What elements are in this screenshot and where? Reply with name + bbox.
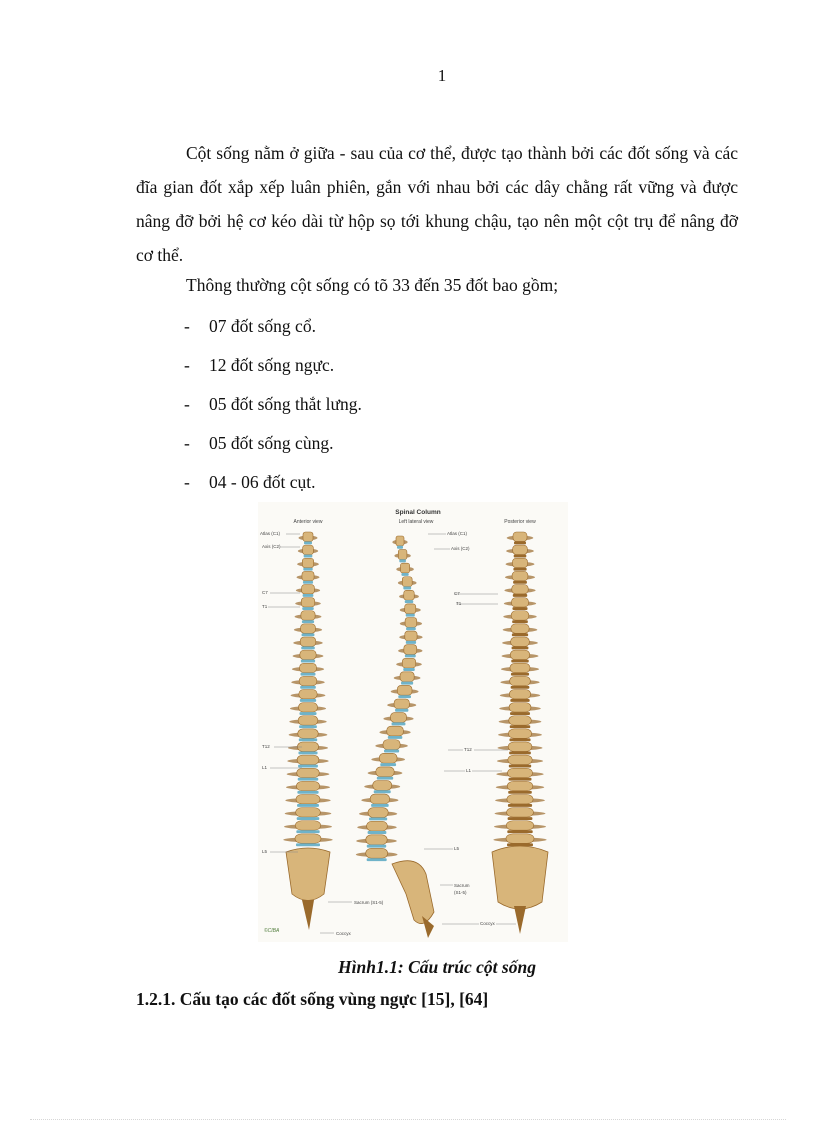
vertebra: [367, 821, 388, 831]
vertebra: [379, 753, 397, 763]
intervertebral-disc: [297, 817, 320, 820]
vertebra: [507, 795, 533, 804]
intervertebral-disc: [380, 763, 396, 766]
vertebra: [366, 848, 388, 858]
vertebra: [394, 699, 409, 709]
vertebra: [508, 768, 533, 777]
intervertebral-disc: [406, 627, 416, 630]
section-heading: 1.2.1. Cấu tạo các đốt sống vùng ngực [15], [64]: [136, 989, 489, 1009]
page-number: 1: [437, 66, 447, 85]
label-l5-posterior: L5: [454, 846, 460, 851]
view-label-anterior: Anterior view: [293, 519, 323, 525]
count-paragraph: Thông thường cột sống có tõ 33 đến 35 đốt bao gồm;: [186, 275, 559, 295]
vertebra: [391, 713, 407, 723]
vertebra: [510, 676, 531, 685]
view-label-posterior: Posterior view: [504, 519, 536, 525]
intervertebral-disc: [368, 831, 387, 834]
vertebra: [368, 808, 388, 818]
intervertebral-disc: [511, 686, 530, 689]
vertebra: [301, 598, 314, 607]
vertebra: [295, 834, 321, 843]
intervertebral-disc: [508, 791, 532, 794]
intro-paragraph: Cột sống nằm ở giữa - sau của cơ thể, được tạo thành bởi các đốt sống và các đĩa gian đốt xắp xếp luân phiên, gắn với nhau bởi các dây chằng rất vững và được nâng đỡ bởi hệ cơ kéo dài từ hộp sọ tới khung chậu, tạo nên một cột trụ để nâng đỡ cơ thể.: [136, 143, 738, 265]
intervertebral-disc: [511, 673, 529, 676]
intervertebral-disc: [299, 738, 317, 741]
list-item: [184, 433, 333, 454]
list-item-text: 05 đốt sống thắt lưng.: [209, 394, 362, 414]
vertebra: [299, 676, 317, 685]
intervertebral-disc: [511, 660, 528, 663]
intervertebral-disc: [512, 633, 528, 636]
intervertebral-disc: [514, 541, 526, 544]
list-item-text: 05 đốt sống cùng.: [209, 433, 334, 453]
vertebra: [507, 781, 533, 790]
label-coccyx-posterior: Coccyx: [480, 921, 495, 926]
intervertebral-disc: [302, 620, 314, 623]
page-bottom-border: [30, 1119, 786, 1120]
label-c7-posterior: C7: [454, 591, 460, 596]
sacrum: [492, 846, 548, 909]
intervertebral-disc: [371, 804, 389, 807]
vertebra: [405, 604, 416, 614]
vertebra: [512, 558, 527, 567]
vertebra: [405, 631, 417, 641]
vertebra: [509, 716, 532, 725]
intervertebral-disc: [401, 573, 408, 576]
vertebra: [400, 563, 409, 573]
intervertebral-disc: [507, 830, 532, 833]
intervertebral-disc: [405, 654, 416, 657]
intervertebral-disc: [513, 594, 527, 597]
intervertebral-disc: [296, 830, 319, 833]
figure-title: Spinal Column: [395, 509, 441, 516]
intervertebral-disc: [512, 607, 527, 610]
intervertebral-disc: [298, 778, 319, 781]
sacrum: [286, 848, 330, 901]
intervertebral-disc: [510, 699, 529, 702]
vertebra: [402, 658, 415, 668]
vertebra: [296, 808, 321, 817]
vertebra: [400, 672, 414, 682]
intervertebral-disc: [298, 765, 318, 768]
label-l1-posterior: L1: [466, 768, 472, 773]
vertebra: [510, 650, 529, 659]
figure-caption: Hình1.1: Cấu trúc cột sống: [338, 957, 536, 977]
label-axis-posterior: Axis (C2): [451, 546, 470, 551]
intervertebral-disc: [513, 581, 527, 584]
vertebra: [508, 729, 531, 738]
intervertebral-disc: [513, 568, 526, 571]
vertebra: [405, 618, 417, 628]
intervertebral-disc: [301, 646, 315, 649]
vertebra: [402, 577, 412, 587]
intervertebral-disc: [374, 790, 391, 793]
intervertebral-disc: [388, 736, 403, 739]
intervertebral-disc: [299, 712, 316, 715]
list-item: [184, 394, 362, 415]
vertebra: [300, 650, 316, 659]
label-sacrum-range-posterior: (S1-5): [454, 890, 467, 895]
intervertebral-disc: [392, 722, 406, 725]
intervertebral-disc: [299, 725, 317, 728]
vertebra: [302, 585, 315, 594]
intervertebral-disc: [406, 614, 415, 617]
vertebra: [297, 755, 319, 764]
vertebra: [296, 781, 319, 790]
vertebra: [512, 585, 528, 594]
spinal-column-illustration: [258, 502, 568, 942]
vertebra: [373, 781, 392, 791]
intervertebral-disc: [302, 633, 315, 636]
vertebra: [302, 571, 314, 580]
list-item: [184, 472, 315, 493]
vertebra: [297, 742, 318, 751]
intervertebral-disc: [384, 750, 399, 753]
intervertebral-disc: [509, 751, 531, 754]
intervertebral-disc: [509, 738, 530, 741]
intervertebral-disc: [298, 751, 317, 754]
intervertebral-disc: [510, 725, 531, 728]
intervertebral-disc: [367, 845, 386, 848]
label-t1-posterior: T1: [456, 601, 462, 606]
list-item: [184, 316, 316, 337]
intervertebral-disc: [508, 804, 532, 807]
view-label-lateral: Left lateral view: [398, 519, 434, 525]
vertebra: [511, 598, 528, 607]
intervertebral-disc: [510, 712, 530, 715]
vertebra: [396, 536, 404, 546]
vertebra: [376, 767, 394, 777]
intervertebral-disc: [403, 668, 414, 671]
vertebra: [506, 821, 533, 830]
vertebra: [511, 611, 529, 620]
vertebra: [366, 835, 387, 845]
label-t12-posterior: T12: [464, 747, 472, 752]
intervertebral-disc: [509, 765, 531, 768]
vertebra: [387, 726, 404, 736]
intervertebral-disc: [514, 555, 527, 558]
label-sacrum: Sacrum (S1-5): [354, 900, 384, 905]
intervertebral-disc: [300, 699, 316, 702]
intervertebral-disc: [369, 817, 387, 820]
label-coccyx: Coccyx: [336, 931, 351, 936]
intervertebral-disc: [303, 594, 314, 597]
vertebra: [301, 624, 316, 633]
intervertebral-disc: [512, 646, 529, 649]
list-item-text: 04 - 06 đốt cụt.: [209, 472, 316, 492]
label-c7: C7: [262, 590, 268, 595]
intervertebral-disc: [397, 546, 403, 549]
label-l1: L1: [262, 765, 268, 770]
intervertebral-disc: [304, 541, 312, 544]
label-t1: T1: [262, 604, 268, 609]
vertebra: [300, 637, 316, 646]
intervertebral-disc: [296, 843, 320, 846]
vertebra: [404, 590, 414, 600]
label-axis: Axis (C2): [262, 544, 281, 549]
vertebra: [506, 834, 534, 843]
label-t12: T12: [262, 744, 270, 749]
spinal-column-figure: [258, 502, 568, 942]
vertebra: [511, 637, 530, 646]
vertebra: [298, 729, 318, 738]
intervertebral-disc: [303, 581, 313, 584]
vertebra: [302, 558, 313, 567]
intervertebral-disc: [302, 607, 313, 610]
list-bullet: -: [184, 355, 190, 375]
intervertebral-disc: [303, 568, 312, 571]
label-l5: L5: [262, 849, 268, 854]
vertebra: [398, 550, 407, 560]
label-sacrum-posterior: Sacrum: [454, 883, 470, 888]
vertebra: [370, 794, 390, 804]
intervertebral-disc: [398, 695, 411, 698]
intervertebral-disc: [512, 620, 528, 623]
vertebra: [507, 808, 534, 817]
intervertebral-disc: [395, 709, 408, 712]
label-atlas-posterior: Atlas (C1): [447, 531, 468, 536]
intervertebral-disc: [297, 791, 318, 794]
vertebra: [303, 545, 314, 554]
list-bullet: -: [184, 394, 190, 414]
vertebra: [295, 821, 320, 830]
vertebra: [297, 768, 320, 777]
list-item: [184, 355, 334, 376]
list-item-text: 07 đốt sống cổ.: [209, 316, 316, 336]
vertebra: [301, 611, 315, 620]
vertebra: [512, 571, 528, 580]
list-item-text: 12 đốt sống ngực.: [209, 355, 335, 375]
list-bullet: -: [184, 433, 190, 453]
intervertebral-disc: [297, 804, 319, 807]
intervertebral-disc: [301, 660, 315, 663]
vertebra: [296, 795, 320, 804]
vertebra: [508, 742, 532, 751]
ciba-signature: ©CIBA: [264, 928, 280, 934]
intervertebral-disc: [301, 673, 316, 676]
vertebra: [509, 703, 531, 712]
intervertebral-disc: [300, 686, 316, 689]
vertebra: [513, 545, 528, 554]
vertebra: [298, 703, 317, 712]
vertebra: [303, 532, 313, 541]
intervertebral-disc: [403, 587, 411, 590]
vertebra: [383, 740, 400, 750]
list-bullet: -: [184, 472, 190, 492]
vertebra: [513, 532, 527, 541]
list-bullet: -: [184, 316, 190, 336]
intervertebral-disc: [304, 555, 313, 558]
vertebra: [404, 645, 417, 655]
intervertebral-disc: [406, 641, 416, 644]
vertebra: [299, 690, 317, 699]
intervertebral-disc: [399, 559, 406, 562]
intervertebral-disc: [367, 858, 387, 861]
label-atlas: Atlas (C1): [260, 531, 281, 536]
intervertebral-disc: [401, 682, 413, 685]
vertebra: [510, 663, 530, 672]
vertebra: [508, 755, 532, 764]
vertebra: [509, 690, 530, 699]
intervertebral-disc: [377, 777, 393, 780]
vertebra: [511, 624, 529, 633]
intervertebral-disc: [405, 600, 413, 603]
intervertebral-disc: [508, 817, 533, 820]
vertebra: [300, 663, 317, 672]
vertebra: [298, 716, 318, 725]
intervertebral-disc: [509, 778, 532, 781]
vertebra: [397, 685, 412, 695]
